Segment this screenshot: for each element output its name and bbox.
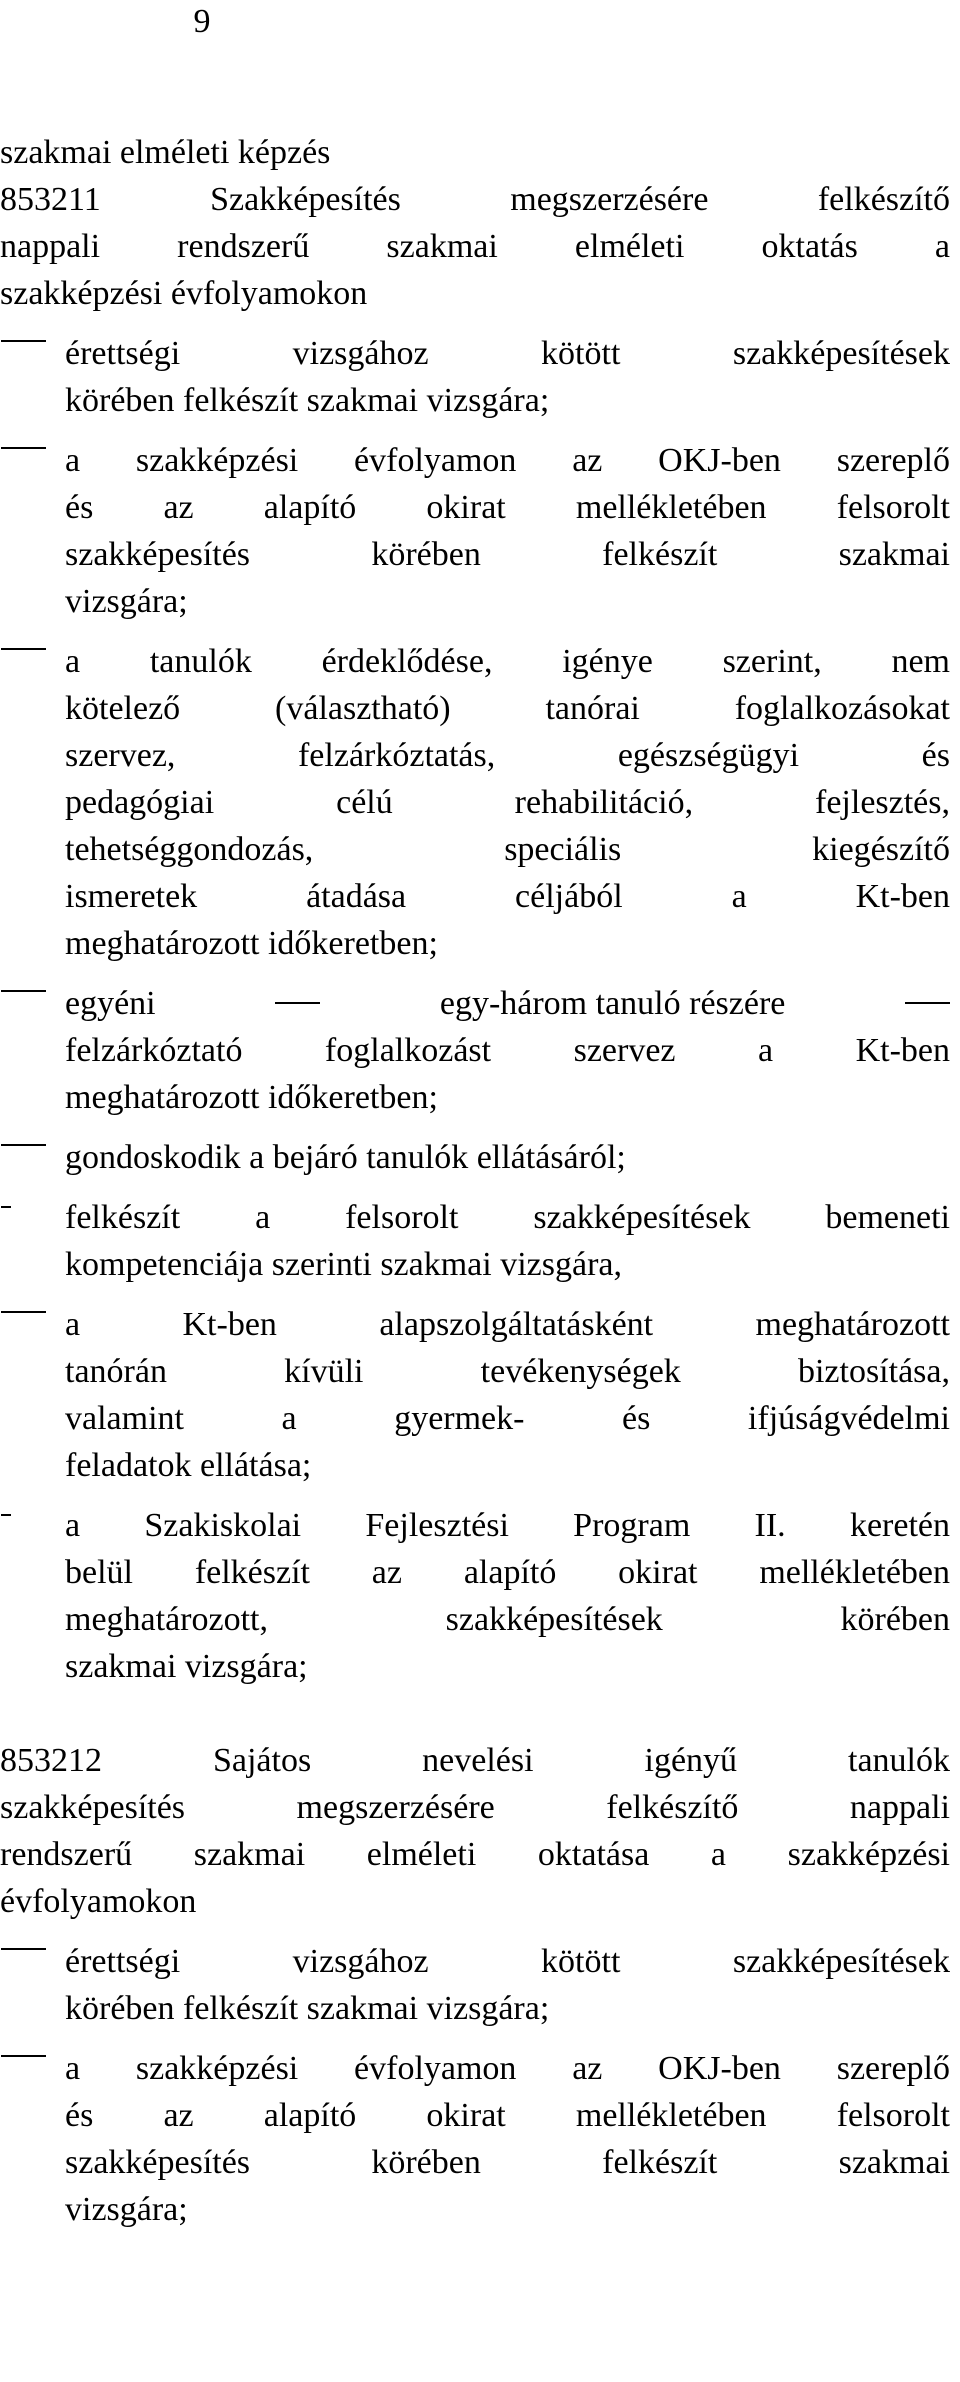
dash-bullet-icon <box>0 1288 65 1335</box>
list-item-line: feladatok ellátása; <box>65 1447 312 1484</box>
list-item-line: szakmai vizsgára; <box>65 1648 308 1685</box>
list-item-fragment: egyéni <box>65 985 156 1022</box>
section-code-title-line: szakképesítés megszerzésére felkészítő nappali <box>0 1789 950 1826</box>
list-item-line: tehetséggondozás, speciális kiegészítő <box>65 831 950 868</box>
list-item-line: és az alapító okirat mellékletében felsorolt <box>65 2097 950 2134</box>
list-item-line: kötelező (választható) tanórai foglalkozásokat <box>65 690 950 727</box>
list-item-line: pedagógiai célú rehabilitáció, fejlesztés, <box>65 784 950 821</box>
list-item <box>0 1925 950 1985</box>
section-code-title-line: 853212 Sajátos nevelési igényű tanulók <box>0 1742 950 1779</box>
inline-dash-icon <box>905 1002 950 1004</box>
list-item-line: szakképesítés körében felkészít szakmai <box>65 536 950 573</box>
list-item-line: szervez, felzárkóztatás, egészségügyi és <box>65 737 950 774</box>
list-item-line: felzárkóztató foglalkozást szervez a Kt-ben <box>65 1032 950 1069</box>
dash-bullet-icon <box>0 2032 65 2079</box>
list-item-line: a Szakiskolai Fejlesztési Program II. keretén <box>65 1507 950 1544</box>
list-item-line: a szakképzési évfolyamon az OKJ-ben szereplő <box>65 442 950 479</box>
list-item-line: valamint a gyermek- és ifjúságvédelmi <box>65 1400 950 1437</box>
list-item <box>0 1181 950 1241</box>
list-item <box>0 1121 950 1181</box>
section-code-title-line: 853211 Szakképesítés megszerzésére felkészítő <box>0 181 950 218</box>
list-item-line <box>65 980 950 1027</box>
list-item <box>0 967 950 1027</box>
list-item-line: körében felkészít szakmai vizsgára; <box>65 382 550 419</box>
dash-bullet-icon <box>0 424 65 471</box>
list-item-line: a tanulók érdeklődése, igénye szerint, nem <box>65 643 950 680</box>
list-item-line: felkészít a felsorolt szakképesítések bemeneti <box>65 1199 950 1236</box>
list-item-line: érettségi vizsgához kötött szakképesítések <box>65 335 950 372</box>
section-heading: szakmai elméleti képzés <box>0 134 331 171</box>
list-item-line: vizsgára; <box>65 2191 188 2228</box>
list-item-line: meghatározott, szakképesítések körében <box>65 1601 950 1638</box>
dash-bullet-icon <box>0 625 65 672</box>
list-item <box>0 2032 950 2092</box>
list-item-line: belül felkészít az alapító okirat mellékletében <box>65 1554 950 1591</box>
list-item-line: meghatározott időkeretben; <box>65 1079 438 1116</box>
list-item-line: ismeretek átadása céljából a Kt-ben <box>65 878 950 915</box>
section-code-title-line: rendszerű szakmai elméleti oktatása a szakképzési <box>0 1836 950 1873</box>
list-item-line: meghatározott időkeretben; <box>65 925 438 962</box>
hyphen-bullet-icon <box>0 1181 65 1228</box>
list-item <box>0 317 950 377</box>
section-code-title-line: évfolyamokon <box>0 1883 197 1920</box>
section-gap <box>0 1690 950 1737</box>
list-item-line: gondoskodik a bejáró tanulók ellátásáról; <box>65 1139 626 1176</box>
list-item-line: szakképesítés körében felkészít szakmai <box>65 2144 950 2181</box>
section-code-title-line: nappali rendszerű szakmai elméleti oktatás a <box>0 228 950 265</box>
list-item-line: tanórán kívüli tevékenységek biztosítása, <box>65 1353 950 1390</box>
list-item-line: a szakképzési évfolyamon az OKJ-ben szereplő <box>65 2050 950 2087</box>
list-item <box>0 424 950 484</box>
list-item-line: vizsgára; <box>65 583 188 620</box>
dash-bullet-icon <box>0 1121 65 1168</box>
dash-bullet-icon <box>0 967 65 1014</box>
list-item-line: a Kt-ben alapszolgáltatásként meghatározott <box>65 1306 950 1343</box>
page-number: 9 <box>193 3 211 40</box>
list-item <box>0 1489 950 1549</box>
hyphen-bullet-icon <box>0 1489 65 1536</box>
list-item-line: és az alapító okirat mellékletében felsorolt <box>65 489 950 526</box>
dash-bullet-icon <box>0 317 65 364</box>
list-item <box>0 1288 950 1348</box>
list-item-line: körében felkészít szakmai vizsgára; <box>65 1990 550 2027</box>
document-body <box>0 129 950 2233</box>
list-item-fragment: egy-három tanuló részére <box>439 985 786 1022</box>
inline-dash-icon <box>275 1002 320 1004</box>
dash-bullet-icon <box>0 1925 65 1972</box>
list-item <box>0 625 950 685</box>
list-item-line: kompetenciája szerinti szakmai vizsgára, <box>65 1246 622 1283</box>
list-item-line: érettségi vizsgához kötött szakképesítések <box>65 1943 950 1980</box>
section-code-title-line: szakképzési évfolyamokon <box>0 275 368 312</box>
